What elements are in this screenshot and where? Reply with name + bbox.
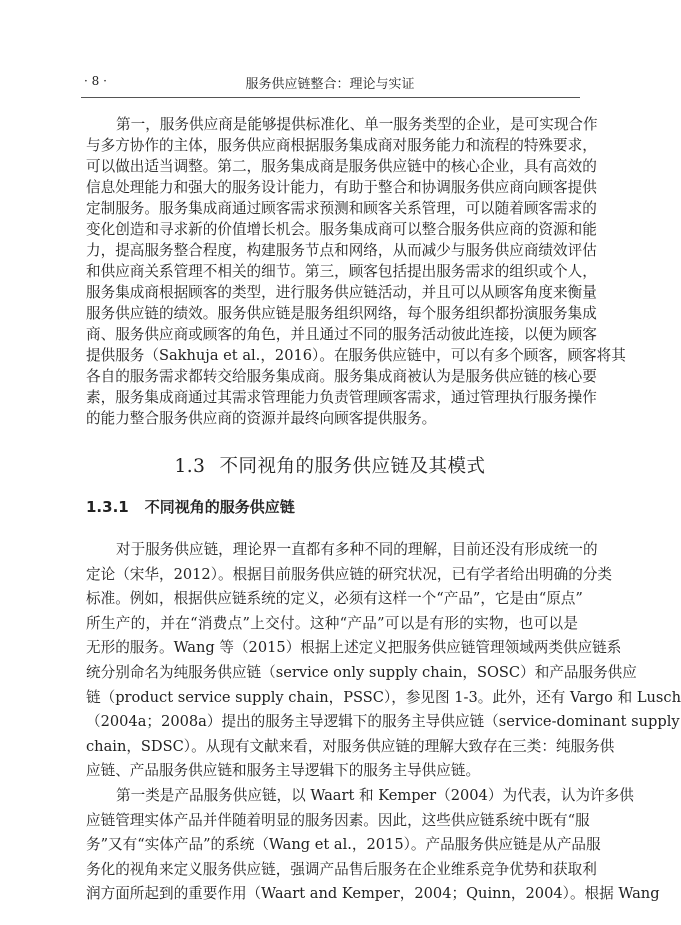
text-line: 与多方协作的主体，服务供应商根据服务集成商对服务能力和流程的特殊要求，	[86, 137, 597, 154]
text-line: 第一，服务供应商是能够提供标准化、单一服务类型的企业，是可实现合作	[116, 116, 598, 133]
text-line: 润方面所起到的重要作用（Waart and Kemper，2004；Quinn，2004）。根据 Wang	[86, 885, 660, 903]
text-line: 应链、产品服务供应链和服务主导逻辑下的服务主导供应链。	[86, 762, 481, 780]
text-line: 提供服务（Sakhuja et al.，2016）。在服务供应链中，可以有多个顾客，顾客将其	[86, 347, 626, 364]
text-line: 可以做出适当调整。第二，服务集成商是服务供应链中的核心企业，具有高效的	[86, 158, 597, 175]
paragraph-group	[86, 538, 681, 907]
text-line: 标准。例如，根据供应链系统的定义，必须有这样一个“产品”，它是由“原点”	[86, 590, 583, 608]
section-title: 不同视角的服务供应链及其模式	[219, 456, 486, 477]
paragraph	[86, 114, 626, 429]
text-line: 的能力整合服务供应商的资源并最终向顾客提供服务。	[86, 410, 437, 427]
text-line: 信息处理能力和强大的服务设计能力，有助于整合和协调服务供应商向顾客提供	[86, 179, 597, 196]
text-line: chain，SDSC）。从现有文献来看，对服务供应链的理解大致存在三类：纯服务供	[86, 737, 615, 755]
text-line: 变化创造和寻求新的价值增长机会。服务集成商可以整合服务供应商的资源和能	[86, 221, 597, 238]
section-number: 1.3	[174, 456, 206, 477]
text-line: 务”又有“实体产品”的系统（Wang et al.，2015）。产品服务供应链是从产品服	[86, 836, 601, 854]
text-line: 第一类是产品服务供应链，以 Waart 和 Kemper（2004）为代表，认为许多供	[116, 786, 634, 804]
text-line: 无形的服务。Wang 等（2015）根据上述定义把服务供应链管理领域两类供应链系	[86, 639, 622, 657]
text-line: 各自的服务需求都转交给服务集成商。服务集成商被认为是服务供应链的核心要	[86, 368, 597, 385]
subsection-title: 不同视角的服务供应链	[144, 498, 295, 516]
text-line: 服务集成商根据顾客的类型，进行服务供应链活动，并且可以从顾客角度来衡量	[86, 284, 597, 301]
text-line: 力，提高服务整合程度，构建服务节点和网络，从而减少与服务供应商绩效评估	[86, 242, 597, 259]
text-line: 商、服务供应商或顾客的角色，并且通过不同的服务活动彼此连接，以便为顾客	[86, 326, 597, 343]
text-line: 对于服务供应链，理论界一直都有多种不同的理解，目前还没有形成统一的	[116, 541, 598, 558]
text-line: 定制服务。服务集成商通过顾客需求预测和顾客关系管理，可以随着顾客需求的	[86, 200, 597, 217]
page-number: · 8 ·	[84, 74, 107, 88]
text-line: 和供应商关系管理不相关的细节。第三，顾客包括提出服务需求的组织或个人，	[86, 263, 597, 280]
text-line: 链（product service supply chain，PSSC），参见图 1-3。此外，还有 Vargo 和 Lusch	[86, 688, 681, 706]
text-line: 所生产的，并在“消费点”上交付。这种“产品”可以是有形的实物，也可以是	[86, 614, 578, 632]
running-title: 服务供应链整合：理论与实证	[245, 77, 415, 92]
text-line: 统分别命名为纯服务供应链（service only supply chain，SOSC）和产品服务供应	[86, 663, 637, 681]
subsection-heading	[86, 497, 295, 517]
text-line: （2004a；2008a）提出的服务主导逻辑下的服务主导供应链（service-dominant supply	[86, 713, 680, 731]
subsection-number: 1.3.1	[86, 498, 129, 516]
section-heading	[80, 454, 580, 480]
header-rule	[81, 97, 580, 98]
text-line: 服务供应链的绩效。服务供应链是服务组织网络，每个服务组织都扮演服务集成	[86, 305, 597, 322]
text-line: 素，服务集成商通过其需求管理能力负责管理顾客需求，通过管理执行服务操作	[86, 389, 597, 406]
text-line: 应链管理实体产品并伴随着明显的服务因素。因此，这些供应链系统中既有“服	[86, 811, 590, 829]
text-line: 定论（宋华，2012）。根据目前服务供应链的研究状况，已有学者给出明确的分类	[86, 565, 613, 583]
text-line: 务化的视角来定义服务供应链，强调产品售后服务在企业维系竞争优势和获取利	[86, 860, 597, 878]
